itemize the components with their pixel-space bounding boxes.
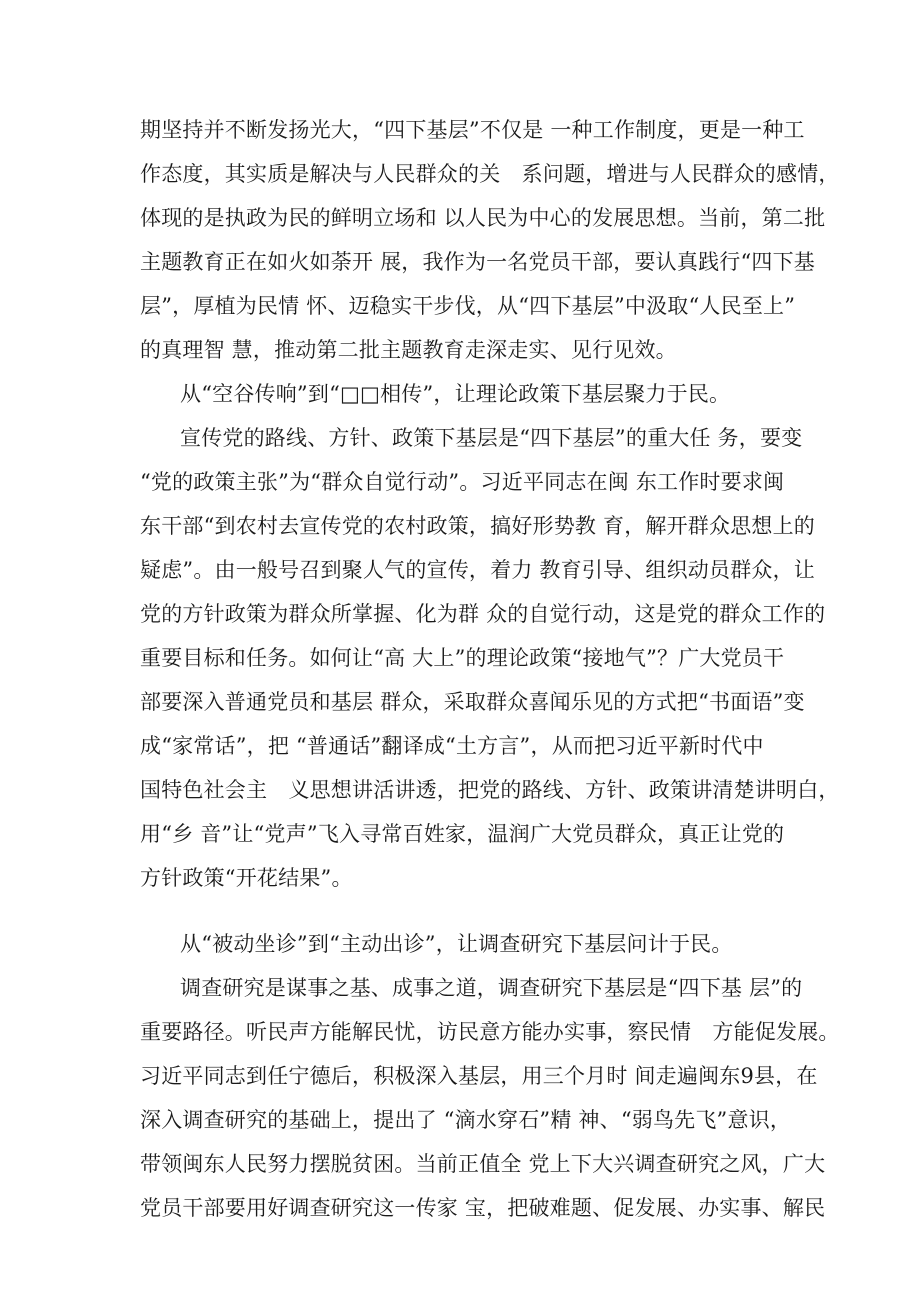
text-line: 的真理智 慧，推动第二批主题教育走深走实、见行见效。 [140,338,677,362]
section-heading: 从“空谷传响”到“□□相传”，让理论政策下基层聚力于民。 [180,382,731,406]
text-line: 习近平同志到任宁德后，积极深入基层，用三个月时 间走遍闽东9县，在 [140,1064,818,1088]
text-line: 用“乡 音”让“党声”飞入寻常百姓家，温润广大党员群众，真正让党的 [140,822,785,846]
text-line: 期坚持并不断发扬光大，“四下基层”不仅是 一种工作制度，更是一种工 [140,118,805,142]
text-line: “党的政策主张”为“群众自觉行动”。习近平同志在闽 东工作时要求闽 [140,470,785,494]
text-line: 党的方针政策为群众所掌握、化为群 众的自觉行动，这是党的群众工作的 [140,602,826,626]
section-heading: 从“被动坐诊”到“主动出诊”，让调查研究下基层问计于民。 [180,932,733,956]
text-line: 带领闽东人民努力摆脱贫困。当前正值全 党上下大兴调查研究之风，广大 [140,1152,826,1176]
paragraph-start: 调查研究是谋事之基、成事之道，调查研究下基层是“四下基 层”的 [180,976,803,1000]
text-line: 作态度，其实质是解决与人民群众的关 系问题，增进与人民群众的感情， [140,162,840,186]
text-line: 成“家常话”，把 “普通话”翻译成“土方言”，从而把习近平新时代中 [140,734,764,758]
text-line: 东干部“到农村去宣传党的农村政策，搞好形势教 育，解开群众思想上的 [140,514,816,538]
text-line: 深入调查研究的基础上，提出了 “滴水穿石”精 神、“弱鸟先飞”意识， [140,1108,792,1132]
text-line: 层”，厚植为民情 怀、迈稳实干步伐，从“四下基层”中汲取“人民至上” [140,294,796,318]
text-line: 体现的是执政为民的鲜明立场和 以人民为中心的发展思想。当前，第二批 [140,206,826,230]
text-line: 主题教育正在如火如荼开 展，我作为一名党员干部，要认真践行“四下基 [140,250,816,274]
paragraph-start: 宣传党的路线、方针、政策下基层是“四下基层”的重大任 务，要变 [180,426,803,450]
text-line: 疑虑”。由一般号召到聚人气的宣传，着力 教育引导、组织动员群众，让 [140,558,816,582]
text-line: 重要目标和任务。如何让“高 大上”的理论政策“接地气”？广大党员干 [140,646,785,670]
text-line: 重要路径。听民声方能解民忧，访民意方能办实事，察民情 方能促发展。 [140,1020,840,1044]
text-line: 国特色社会主 义思想讲活讲透，把党的路线、方针、政策讲清楚讲明白， [140,778,840,802]
text-line: 方针政策“开花结果”。 [140,866,353,890]
text-line: 党员干部要用好调查研究这一传家 宝，把破难题、促发展、办实事、解民 [140,1196,826,1220]
text-line: 部要深入普通党员和基层 群众，采取群众喜闻乐见的方式把“书面语”变 [140,690,805,714]
